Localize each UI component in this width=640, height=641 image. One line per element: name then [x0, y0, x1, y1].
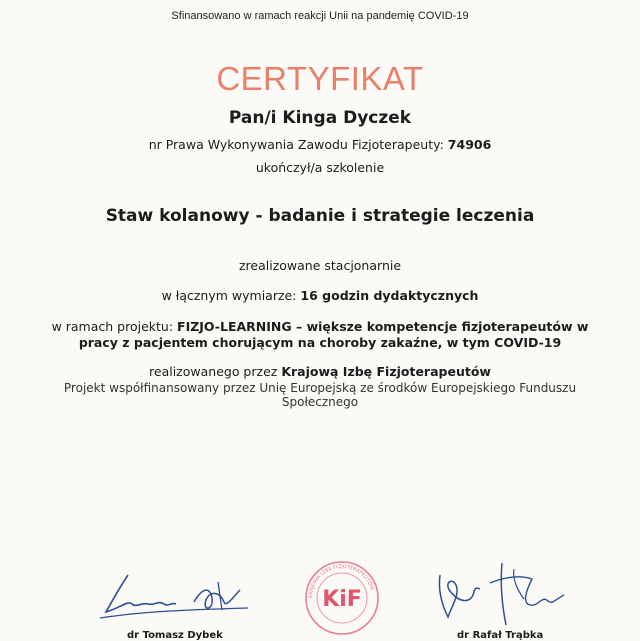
- project-name-part-2: pracy z pacjentem chorującym na choroby zakaźne, w tym COVID-19: [78, 335, 562, 350]
- eu-funding-block: [0, 381, 640, 409]
- project-line-2: [0, 335, 640, 351]
- funding-note: Sfinansowano w ramach reakcji Unii na pandemię COVID-19: [171, 10, 469, 22]
- kif-seal: [304, 560, 380, 636]
- organizer-label: realizowanego przez: [149, 364, 278, 379]
- project-name-part-1: FIZJO-LEARNING – większe kompetencje fizjoterapeutów w: [177, 319, 589, 334]
- hours-value: 16 godzin dydaktycznych: [300, 288, 479, 303]
- completed-text: ukończył/a szkolenie: [255, 160, 385, 175]
- hours-label: w łącznym wymiarze:: [161, 288, 297, 303]
- license-line: [0, 137, 640, 152]
- training-mode: zrealizowane stacjonarnie: [238, 258, 402, 273]
- license-label: nr Prawa Wykonywania Zawodu Fizjoterapeuty:: [148, 137, 444, 152]
- left-signer-name: dr Tomasz Dybek: [127, 630, 223, 641]
- license-number: 74906: [447, 137, 492, 152]
- project-block: [0, 319, 640, 351]
- seal-ring-text: KRAJOWA IZBA FIZJOTERAPEUTÓW: [307, 563, 375, 599]
- organizer-line: [0, 364, 640, 379]
- eu-funding-line-2: Społecznego: [281, 395, 359, 409]
- organizer-name: Krajową Izbę Fizjoterapeutów: [281, 364, 491, 379]
- recipient-name: Pan/i Kinga Dyczek: [228, 108, 412, 128]
- seal-logo-text: KiF: [322, 587, 362, 612]
- certificate-title: CERTYFIKAT: [216, 60, 424, 97]
- eu-funding-line-1: Projekt współfinansowany przez Unię Europejską ze środków Europejskiego Funduszu: [63, 381, 577, 395]
- right-signature: [430, 555, 570, 630]
- project-label: w ramach projektu:: [51, 319, 174, 334]
- left-signature: [98, 560, 258, 630]
- hours-line: [0, 288, 640, 303]
- right-signer-name: dr Rafał Trąbka: [457, 630, 544, 641]
- project-line-1: [0, 319, 640, 335]
- course-title: Staw kolanowy - badanie i strategie leczenia: [105, 206, 535, 226]
